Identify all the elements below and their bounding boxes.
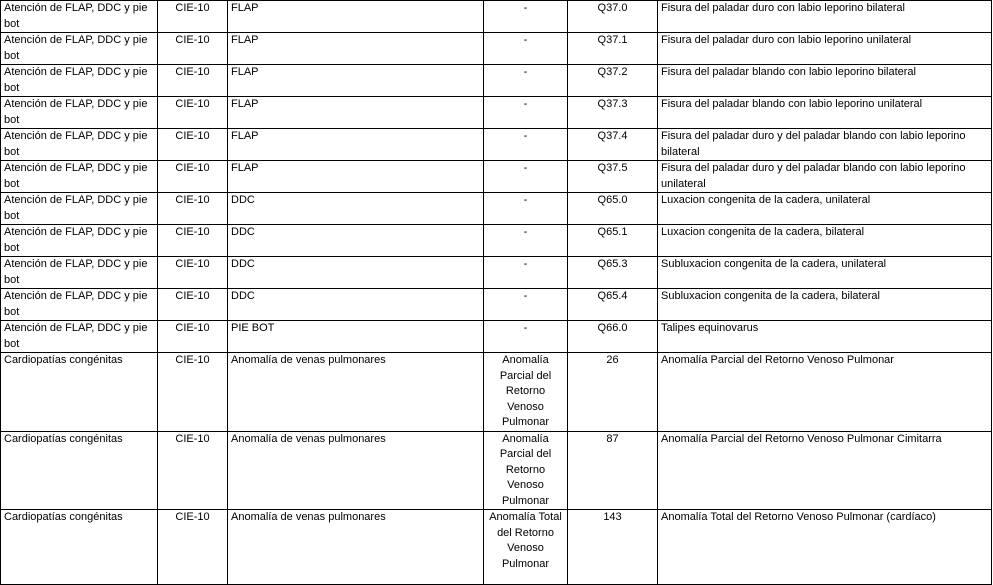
cell-descripcion: Talipes equinovarus (658, 321, 992, 353)
cell-subgrupo: PIE BOT (228, 321, 484, 353)
table-row (1, 161, 992, 193)
cell-subgrupo: FLAP (228, 129, 484, 161)
cell-detalle: Anomalía Parcial del Retorno Venoso Pulmonar (484, 431, 568, 510)
cell-codigo: Q37.0 (568, 1, 658, 33)
cell-subgrupo: Anomalía de venas pulmonares (228, 510, 484, 585)
cell-codigo: Q37.4 (568, 129, 658, 161)
cell-grupo: Cardiopatías congénitas (1, 510, 158, 585)
cell-descripcion: Subluxacion congenita de la cadera, bilateral (658, 289, 992, 321)
cell-grupo: Atención de FLAP, DDC y pie bot (1, 289, 158, 321)
table-row (1, 129, 992, 161)
cell-grupo: Atención de FLAP, DDC y pie bot (1, 321, 158, 353)
cell-codigo: Q65.3 (568, 257, 658, 289)
cell-grupo: Atención de FLAP, DDC y pie bot (1, 225, 158, 257)
cell-codigo: Q65.1 (568, 225, 658, 257)
cell-sistema: CIE-10 (158, 321, 228, 353)
cell-subgrupo: DDC (228, 193, 484, 225)
cell-descripcion: Luxacion congenita de la cadera, bilateral (658, 225, 992, 257)
cell-descripcion: Fisura del paladar duro con labio leporino unilateral (658, 33, 992, 65)
cell-codigo: Q37.2 (568, 65, 658, 97)
cell-grupo: Cardiopatías congénitas (1, 353, 158, 432)
cell-grupo: Cardiopatías congénitas (1, 431, 158, 510)
table-row (1, 353, 992, 432)
cell-descripcion: Anomalía Total del Retorno Venoso Pulmonar (cardíaco) (658, 510, 992, 585)
cell-grupo: Atención de FLAP, DDC y pie bot (1, 97, 158, 129)
cell-sistema: CIE-10 (158, 161, 228, 193)
cell-sistema: CIE-10 (158, 257, 228, 289)
cell-detalle: - (484, 1, 568, 33)
cell-descripcion: Anomalía Parcial del Retorno Venoso Pulmonar (658, 353, 992, 432)
cell-subgrupo: FLAP (228, 1, 484, 33)
cell-sistema: CIE-10 (158, 65, 228, 97)
cell-detalle: - (484, 193, 568, 225)
cell-subgrupo: FLAP (228, 97, 484, 129)
table-row (1, 1, 992, 33)
cell-subgrupo: FLAP (228, 65, 484, 97)
cell-grupo: Atención de FLAP, DDC y pie bot (1, 33, 158, 65)
cell-sistema: CIE-10 (158, 289, 228, 321)
cell-codigo: Q65.4 (568, 289, 658, 321)
cell-detalle: - (484, 257, 568, 289)
table-row (1, 289, 992, 321)
cell-codigo: Q37.5 (568, 161, 658, 193)
table-row (1, 225, 992, 257)
cell-subgrupo: DDC (228, 257, 484, 289)
cell-detalle: - (484, 289, 568, 321)
cell-detalle: Anomalía Total del Retorno Venoso Pulmonar (484, 510, 568, 585)
cell-codigo: 87 (568, 431, 658, 510)
cell-detalle: - (484, 129, 568, 161)
cell-sistema: CIE-10 (158, 353, 228, 432)
cell-detalle: Anomalía Parcial del Retorno Venoso Pulmonar (484, 353, 568, 432)
cell-sistema: CIE-10 (158, 129, 228, 161)
cell-sistema: CIE-10 (158, 431, 228, 510)
cell-detalle: - (484, 225, 568, 257)
cell-subgrupo: FLAP (228, 161, 484, 193)
cell-codigo: Q37.3 (568, 97, 658, 129)
cell-grupo: Atención de FLAP, DDC y pie bot (1, 193, 158, 225)
table-row (1, 257, 992, 289)
cell-codigo: Q37.1 (568, 33, 658, 65)
cell-codigo: 143 (568, 510, 658, 585)
cell-subgrupo: FLAP (228, 33, 484, 65)
table-row (1, 97, 992, 129)
table-row (1, 193, 992, 225)
cell-descripcion: Anomalía Parcial del Retorno Venoso Pulmonar Cimitarra (658, 431, 992, 510)
cell-grupo: Atención de FLAP, DDC y pie bot (1, 65, 158, 97)
cell-descripcion: Luxacion congenita de la cadera, unilateral (658, 193, 992, 225)
cell-grupo: Atención de FLAP, DDC y pie bot (1, 129, 158, 161)
table-body (1, 1, 992, 585)
cell-detalle: - (484, 321, 568, 353)
cell-sistema: CIE-10 (158, 225, 228, 257)
cell-descripcion: Subluxacion congenita de la cadera, unilateral (658, 257, 992, 289)
cell-codigo: Q65.0 (568, 193, 658, 225)
cell-sistema: CIE-10 (158, 510, 228, 585)
cell-detalle: - (484, 65, 568, 97)
cell-descripcion: Fisura del paladar duro con labio leporino bilateral (658, 1, 992, 33)
table-row (1, 431, 992, 510)
cell-codigo: Q66.0 (568, 321, 658, 353)
cell-sistema: CIE-10 (158, 97, 228, 129)
cell-descripcion: Fisura del paladar duro y del paladar blando con labio leporino bilateral (658, 129, 992, 161)
table-row (1, 33, 992, 65)
table-row (1, 321, 992, 353)
cell-detalle: - (484, 97, 568, 129)
cell-codigo: 26 (568, 353, 658, 432)
cell-sistema: CIE-10 (158, 33, 228, 65)
cell-grupo: Atención de FLAP, DDC y pie bot (1, 1, 158, 33)
cell-descripcion: Fisura del paladar blando con labio leporino unilateral (658, 97, 992, 129)
cell-grupo: Atención de FLAP, DDC y pie bot (1, 161, 158, 193)
cell-descripcion: Fisura del paladar duro y del paladar blando con labio leporino unilateral (658, 161, 992, 193)
cell-sistema: CIE-10 (158, 193, 228, 225)
table-row (1, 65, 992, 97)
cell-subgrupo: Anomalía de venas pulmonares (228, 431, 484, 510)
cell-sistema: CIE-10 (158, 1, 228, 33)
cell-subgrupo: DDC (228, 289, 484, 321)
cell-subgrupo: DDC (228, 225, 484, 257)
cell-detalle: - (484, 33, 568, 65)
cell-subgrupo: Anomalía de venas pulmonares (228, 353, 484, 432)
table-row (1, 510, 992, 585)
cell-descripcion: Fisura del paladar blando con labio leporino bilateral (658, 65, 992, 97)
cell-detalle: - (484, 161, 568, 193)
cell-grupo: Atención de FLAP, DDC y pie bot (1, 257, 158, 289)
